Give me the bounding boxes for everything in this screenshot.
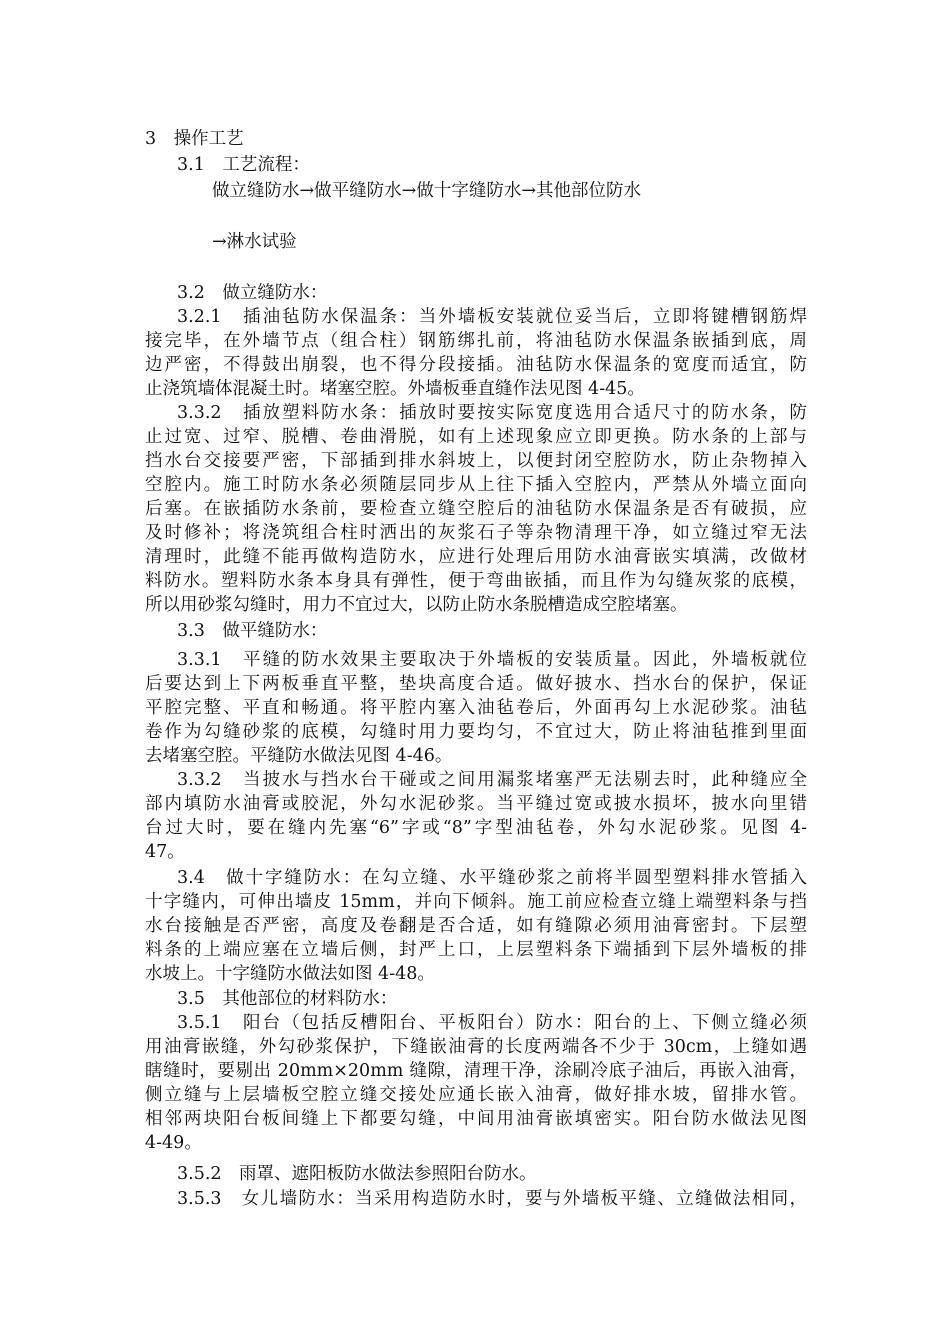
paragraph-line: 侧立缝与上层墙板空腔立缝交接处应通长嵌入油膏，做好排水坡，留排水管。 <box>145 1085 807 1105</box>
paragraph-line: 止浇筑墙体混凝土时。堵塞空腔。外墙板垂直缝作法见图 4-45。 <box>145 379 645 399</box>
paragraph-line: 料条的上端应塞在立墙后侧，封严上口，上层塑料条下端插到下层外墙板的排 <box>145 940 807 960</box>
paragraph-line: 水台接触是否严密，高度及卷翻是否合适，如有缝隙必须用油膏密封。下层塑 <box>145 916 807 936</box>
subsection-heading: 3.3 做平缝防水： <box>177 621 328 641</box>
section-heading: 3 操作工艺 <box>145 129 244 149</box>
paragraph-line: 相邻两块阳台板间缝上下都要勾缝，中间用油膏嵌填密实。阳台防水做法见图 <box>145 1109 807 1129</box>
process-flow-line: →淋水试验 <box>212 232 297 252</box>
paragraph-line: 台过大时，要在缝内先塞“6”字或“8”字型油毡卷，外勾水泥砂浆。见图 4- <box>145 818 807 838</box>
paragraph-line: 料防水。塑料防水条本身具有弹性，便于弯曲嵌插，而且作为勾缝灰浆的底模， <box>145 571 807 591</box>
paragraph-line: 部内填防水油膏或胶泥，外勾水泥砂浆。当平缝过宽或披水损坏，披水向里错 <box>145 794 807 814</box>
paragraph-line: 后要达到上下两板垂直平整，垫块高度合适。做好披水、挡水台的保护，保证 <box>145 674 807 694</box>
paragraph-line: 十字缝内，可伸出墙皮 15mm，并向下倾斜。施工前应检查立缝上端塑料条与挡 <box>145 892 807 912</box>
paragraph-line: 挡水台交接要严密，下部插到排水斜坡上，以便封闭空腔防水，防止杂物掉入 <box>145 451 807 471</box>
paragraph-line: 去堵塞空腔。平缝防水做法见图 4-46。 <box>145 746 453 766</box>
paragraph-line: 清理时，此缝不能再做构造防水，应进行处理后用防水油膏嵌实填满，改做材 <box>145 547 807 567</box>
paragraph-line: 及时修补；将浇筑组合柱时洒出的灰浆石子等杂物清理干净，如立缝过窄无法 <box>145 523 807 543</box>
paragraph-line: 空腔内。施工时防水条必须随层同步从上往下插入空腔内，严禁从外墙立面向 <box>145 475 807 495</box>
paragraph-line: 止过宽、过窄、脱槽、卷曲滑脱，如有上述现象应立即更换。防水条的上部与 <box>145 427 807 447</box>
paragraph-line: 所以用砂浆勾缝时，用力不宜过大，以防止防水条脱槽造成空腔堵塞。 <box>145 595 688 615</box>
paragraph-line: 3.5.1 阳台（包括反槽阳台、平板阳台）防水：阳台的上、下侧立缝必须 <box>177 1013 807 1033</box>
paragraph-line: 4-49。 <box>145 1133 202 1153</box>
subsection-heading: 3.1 工艺流程： <box>177 155 310 175</box>
process-flow-line: 做立缝防水→做平缝防水→做十字缝防水→其他部位防水 <box>212 181 641 201</box>
subsection-heading: 3.2 做立缝防水： <box>177 283 328 303</box>
paragraph-line: 用油膏嵌缝，外勾砂浆保护，下缝嵌油膏的长度两端各不少于 30cm，上缝如遇 <box>145 1037 807 1057</box>
paragraph-line: 边严密，不得鼓出崩裂，也不得分段接插。油毡防水保温条的宽度而适宜，防 <box>145 355 807 375</box>
paragraph-line: 3.3.2 插放塑料防水条：插放时要按实际宽度选用合适尺寸的防水条，防 <box>177 403 807 423</box>
paragraph-line: 后塞。在嵌插防水条前，要检查立缝空腔后的油毡防水保温条是否有破损，应 <box>145 499 807 519</box>
paragraph-line: 水坡上。十字缝防水做法如图 4-48。 <box>145 964 435 984</box>
paragraph-line: 3.5.3 女儿墙防水：当采用构造防水时，要与外墙板平缝、立缝做法相同， <box>177 1189 807 1209</box>
paragraph-line: 3.3.1 平缝的防水效果主要取决于外墙板的安装质量。因此，外墙板就位 <box>177 650 807 670</box>
paragraph-line: 3.2.1 插油毡防水保温条：当外墙板安装就位妥当后，立即将键槽钢筋焊 <box>177 307 807 327</box>
subsection-heading: 3.5 其他部位的材料防水： <box>177 989 398 1009</box>
paragraph-line: 3.5.2 雨罩、遮阳板防水做法参照阳台防水。 <box>177 1164 537 1184</box>
paragraph-line: 3.3.2 当披水与挡水台干碰或之间用漏浆堵塞严无法剔去时，此种缝应全 <box>177 770 807 790</box>
paragraph-line: 瞎缝时，要剔出 20mm×20mm 缝隙，清理干净，涂刷冷底子油后，再嵌入油膏， <box>145 1061 807 1081</box>
paragraph-line: 47。 <box>145 842 185 862</box>
paragraph-line: 接完毕，在外墙节点（组合柱）钢筋绑扎前，将油毡防水保温条嵌插到底，周 <box>145 331 807 351</box>
paragraph-line: 3.4 做十字缝防水：在勾立缝、水平缝砂浆之前将半圆型塑料排水管插入 <box>177 868 807 888</box>
paragraph-line: 卷作为勾缝砂浆的底模，勾缝时用力要均匀，不宜过大，防止将油毡推到里面 <box>145 722 807 742</box>
paragraph-line: 平腔完整、平直和畅通。将平腔内塞入油毡卷后，外面再勾上水泥砂浆。油毡 <box>145 698 807 718</box>
